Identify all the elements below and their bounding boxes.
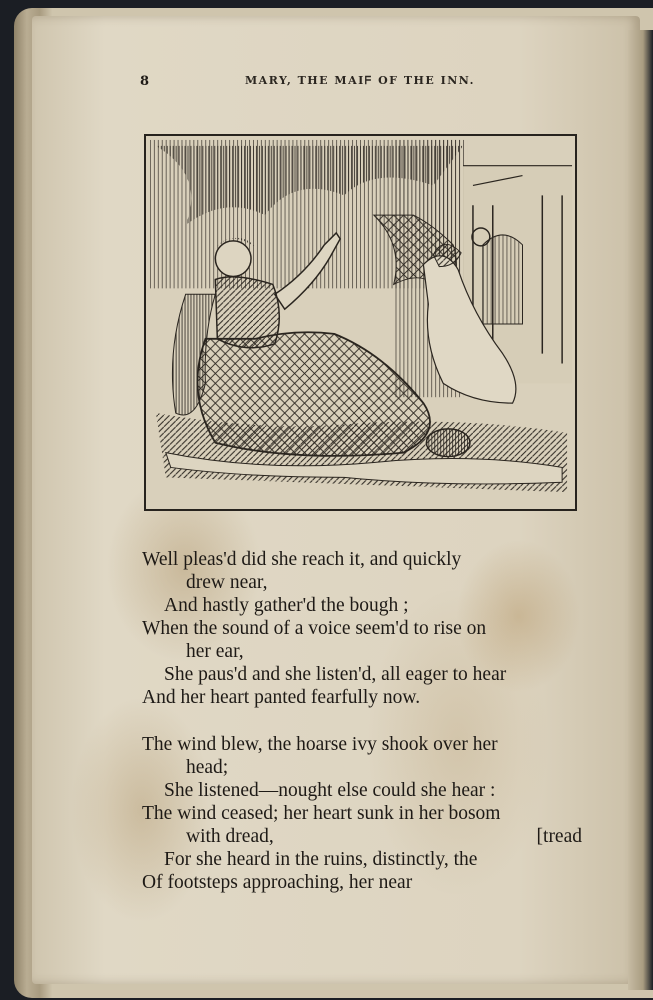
poem-line: She listened—nought else could she hear : [164, 780, 496, 801]
poem-line: The wind ceased; her heart sunk in her bosom [142, 803, 501, 824]
poem-line [142, 548, 582, 571]
poem-line: She paus'd and she listen'd, all eager to hear [164, 664, 507, 685]
page-number: 8 [140, 74, 150, 89]
poem-line: And her heart panted fearfully now. [142, 687, 421, 708]
running-header: MARY, THE MAIᖴ OF THE INN. [245, 74, 475, 87]
poem-line: When the sound of a voice seem'd to rise on [142, 618, 487, 639]
woodcut-illustration-svg [146, 136, 575, 509]
poem-line: Of footsteps approaching, her near [142, 872, 413, 893]
poem-text [142, 548, 582, 894]
poem-line: drew near, [186, 572, 268, 593]
poem-line: head; [186, 757, 229, 778]
poem-turnover-bracket: [tread [536, 826, 582, 847]
woodcut-illustration [144, 134, 577, 511]
page-gutter [628, 30, 653, 990]
poem-line: For she heard in the ruins, distinctly, the [164, 849, 478, 870]
poem-line-text: Well pleas'd did she reach it, and quickly [142, 549, 462, 570]
poem-line: her ear, [186, 641, 244, 662]
poem-line: The wind blew, the hoarse ivy shook over her [142, 734, 498, 755]
poem-line: And hastly gather'd the bough ; [164, 595, 409, 616]
poem-line [142, 825, 582, 848]
poem-line-text: with dread, [186, 826, 274, 847]
